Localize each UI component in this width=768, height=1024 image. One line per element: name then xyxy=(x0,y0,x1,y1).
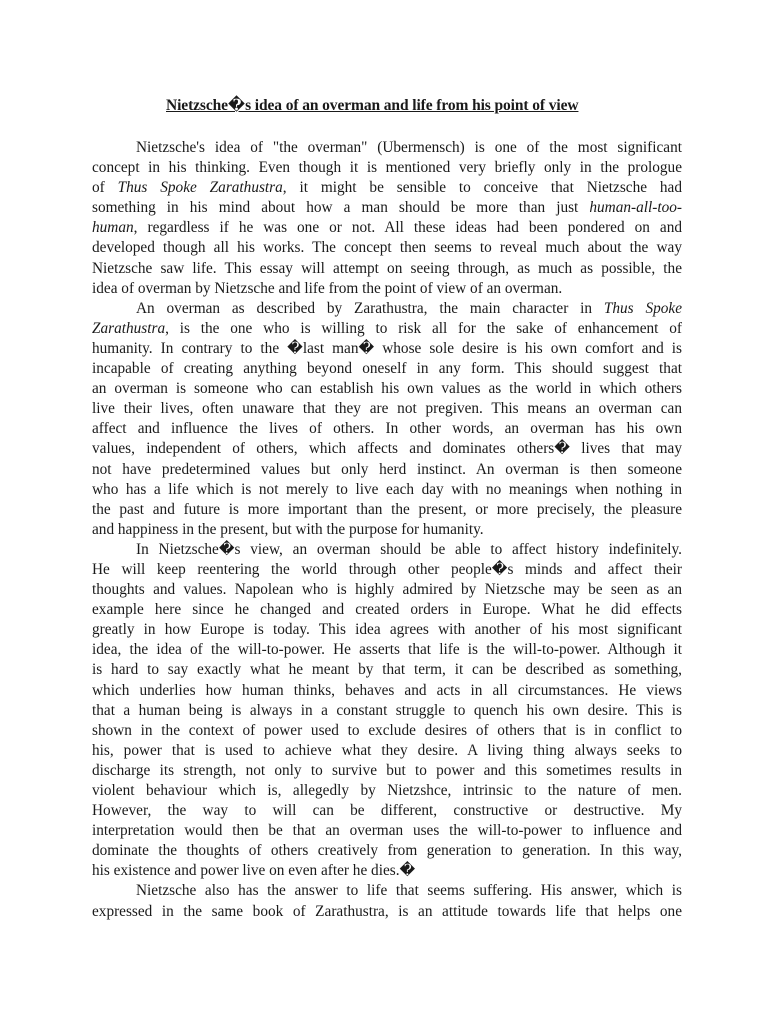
text-span: the past and future is more important than the present, or more precisely, the pleasure xyxy=(92,500,682,518)
text-span: violent behaviour which is, allegedly by Nietzshce, intrinsic to the nature of men. xyxy=(92,782,682,799)
text-span: An overman as described by Zarathustra, the main character in xyxy=(136,299,604,317)
text-span: discharge its strength, not only to survive but to power and this sometimes results in xyxy=(92,761,682,779)
text-span: live their lives, often unaware that they are not pregiven. This means an overman can xyxy=(92,400,682,418)
text-line xyxy=(92,138,682,158)
text-line xyxy=(92,640,682,660)
text-span: Nietzsche saw life. This essay will attempt on seeing through, as much as possible, the xyxy=(92,259,682,277)
text-line xyxy=(92,259,682,279)
text-line xyxy=(92,339,682,359)
text-span: and happiness in the present, but with the purpose for humanity. xyxy=(92,520,484,538)
text-line xyxy=(92,600,682,620)
text-span: who has a life which is not merely to live each day with no meanings when nothing in xyxy=(92,480,682,498)
text-line xyxy=(92,741,682,761)
text-span: Nietzsche's idea of "the overman" (Ubermensch) is one of the most significant xyxy=(136,139,682,156)
text-span: affect and influence the lives of others. In other words, an overman has his own xyxy=(92,420,682,438)
text-line xyxy=(92,299,682,319)
text-span: However, the way to will can be different, constructive or destructive. My xyxy=(92,802,682,820)
text-span: incapable of creating anything beyond oneself in any form. This should suggest that xyxy=(92,360,682,378)
text-span: , it might be sensible to conceive that Nietzsche had xyxy=(282,179,682,197)
text-line xyxy=(92,781,682,801)
text-span: of xyxy=(92,179,118,197)
text-line xyxy=(92,721,682,741)
text-line xyxy=(92,620,682,640)
text-span: that a human being is always in a constant struggle to quench his own desire. This is xyxy=(92,701,682,719)
text-line xyxy=(92,902,682,922)
text-span: , is the one who is willing to risk all for the sake of enhancement of xyxy=(165,319,682,337)
italic-text: Thus Spoke xyxy=(603,299,682,317)
text-span: something in his mind about how a man should be more than just xyxy=(92,199,590,217)
text-span: interpretation would then be that an overman uses the will-to-power to influence and xyxy=(92,822,682,840)
text-line xyxy=(92,681,682,701)
text-span: He will keep reentering the world through other people�s minds and affect their xyxy=(92,560,682,578)
text-span: is hard to say exactly what he meant by that term, it can be described as something, xyxy=(92,661,682,679)
text-line xyxy=(92,841,682,861)
text-span: humanity. In contrary to the �last man� whose sole desire is his own comfort and is xyxy=(92,339,682,357)
text-line xyxy=(92,279,682,299)
text-span: his, power that is used to achieve what they desire. A living thing always seeks to xyxy=(92,741,682,759)
text-line xyxy=(92,238,682,258)
text-line xyxy=(92,359,682,379)
text-span: shown in the context of power used to exclude desires of others that is in conflict to xyxy=(92,721,682,739)
italic-text: Zarathustra xyxy=(92,319,166,337)
text-span: , regardless if he was one or not. All these ideas had been pondered on and xyxy=(133,219,682,237)
text-line xyxy=(92,660,682,680)
text-line xyxy=(92,480,682,500)
italic-text: human-all-too- xyxy=(589,199,682,217)
text-span: example here since he changed and created orders in Europe. What he did effects xyxy=(92,601,682,619)
text-span: values, independent of others, which affects and dominates others� lives that may xyxy=(92,440,682,458)
text-line xyxy=(92,580,682,600)
text-line xyxy=(92,821,682,841)
text-line xyxy=(92,701,682,721)
text-line xyxy=(92,560,682,580)
text-line xyxy=(92,500,682,520)
text-line xyxy=(92,198,682,218)
text-line xyxy=(92,460,682,480)
text-line xyxy=(92,520,682,540)
text-span: In Nietzsche�s view, an overman should be able to affect history indefinitely. xyxy=(136,540,682,558)
document-title: Nietzsche�s idea of an overman and life from his point of view xyxy=(166,97,579,114)
text-line xyxy=(92,419,682,439)
text-span: thoughts and values. Napolean who is highly admired by Nietzsche may be seen as an xyxy=(92,581,682,599)
italic-text: human xyxy=(92,219,134,237)
text-span: idea, the idea of the will-to-power. He asserts that life is the will-to-power. Although it xyxy=(92,641,682,659)
text-line xyxy=(92,861,682,881)
text-span: dominate the thoughts of others creatively from generation to generation. In this way, xyxy=(92,842,682,860)
italic-text: Thus Spoke Zarathustra xyxy=(117,179,283,197)
text-line xyxy=(92,761,682,781)
text-span: which underlies how human thinks, behaves and acts in all circumstances. He views xyxy=(92,681,682,699)
text-line xyxy=(92,379,682,399)
text-line xyxy=(92,319,682,339)
text-span: developed though all his works. The concept then seems to reveal much about the way xyxy=(92,239,682,257)
text-span: his existence and power live on even after he dies.� xyxy=(92,862,416,880)
text-span: not have predetermined values but only herd instinct. An overman is then someone xyxy=(92,460,682,478)
text-line xyxy=(92,158,682,178)
text-line xyxy=(92,399,682,419)
text-line xyxy=(92,801,682,821)
document-body xyxy=(92,138,682,922)
text-line xyxy=(92,218,682,238)
text-line xyxy=(92,881,682,901)
text-span: idea of overman by Nietzsche and life from the point of view of an overman. xyxy=(92,279,563,297)
text-span: greatly in how Europe is today. This idea agrees with another of his most significant xyxy=(92,621,682,639)
text-line xyxy=(92,178,682,198)
text-line xyxy=(92,439,682,459)
text-span: Nietzsche also has the answer to life that seems suffering. His answer, which is xyxy=(136,882,682,900)
text-span: expressed in the same book of Zarathustra, is an attitude towards life that helps one xyxy=(92,902,682,920)
text-span: concept in his thinking. Even though it is mentioned very briefly only in the prologue xyxy=(92,159,682,177)
text-line xyxy=(92,540,682,560)
text-span: an overman is someone who can establish his own values as the world in which others xyxy=(92,380,682,398)
